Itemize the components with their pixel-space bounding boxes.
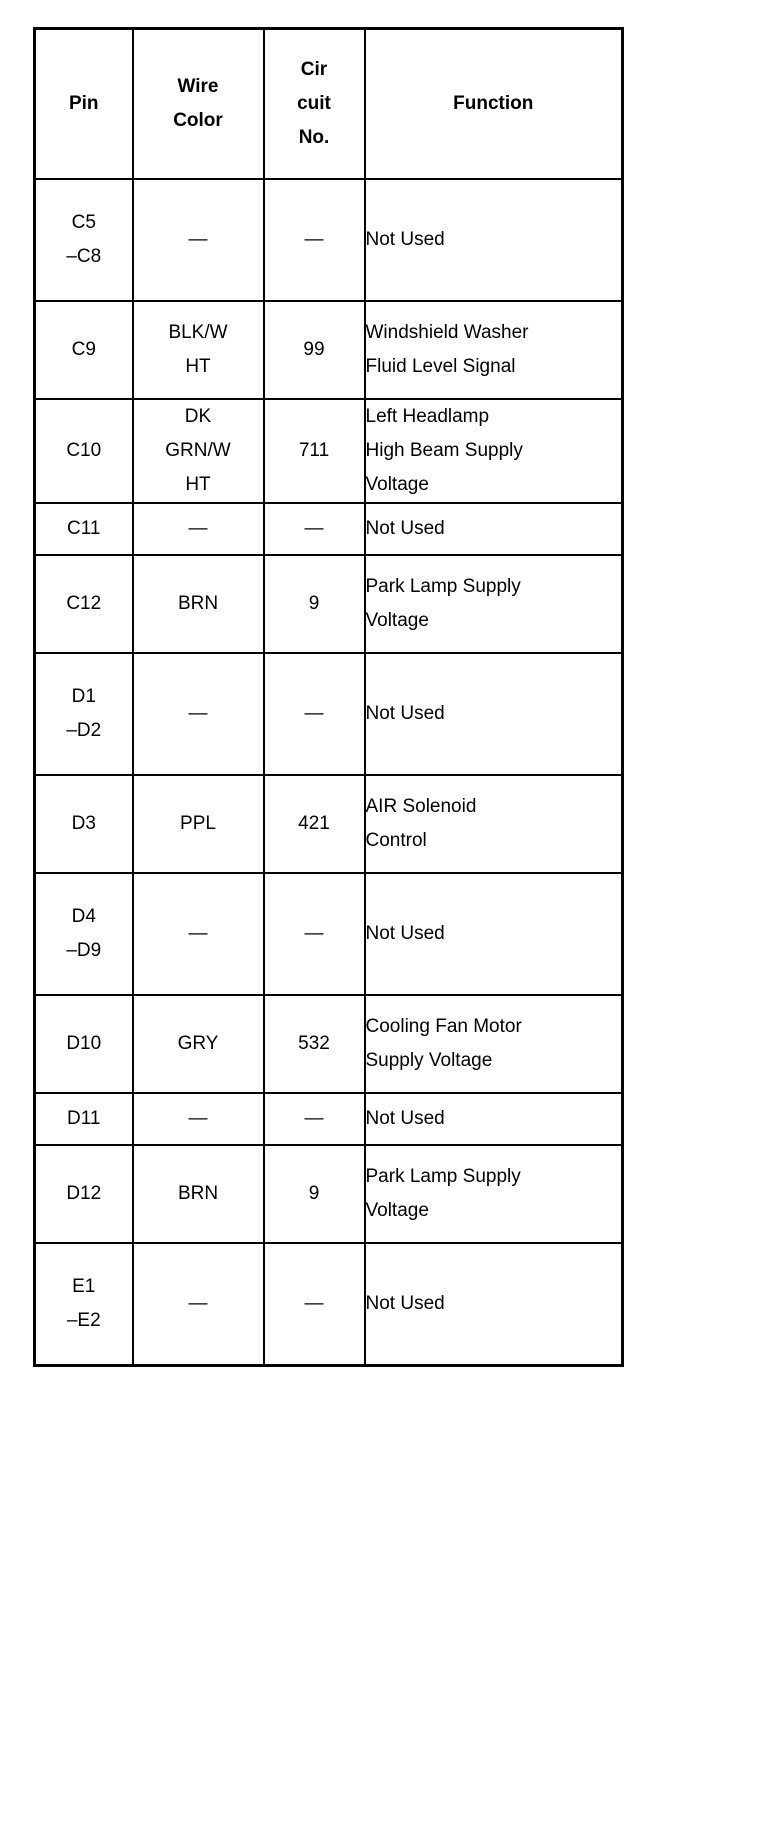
cell-circuit-no-text: —	[304, 229, 324, 250]
cell-wire-color	[133, 873, 264, 995]
cell-wire-color-text: PPL	[180, 813, 216, 834]
cell-circuit-no	[264, 399, 365, 503]
cell-function-text: Not Used	[365, 703, 445, 724]
cell-wire-color	[133, 775, 264, 873]
table-row	[35, 1145, 623, 1243]
cell-function-text: Cooling Fan Motor Supply Voltage	[365, 1016, 522, 1071]
cell-function-text: Not Used	[365, 518, 445, 539]
cell-function	[365, 653, 623, 775]
cell-pin	[35, 1243, 133, 1366]
cell-pin-text: D1 –D2	[66, 686, 102, 741]
table-row	[35, 873, 623, 995]
cell-wire-color	[133, 995, 264, 1093]
cell-circuit-no	[264, 1243, 365, 1366]
cell-pin	[35, 1145, 133, 1243]
cell-function-text: Park Lamp Supply Voltage	[365, 1166, 521, 1221]
cell-pin-text: D3	[71, 813, 96, 834]
cell-function	[365, 775, 623, 873]
table-row	[35, 653, 623, 775]
cell-pin-text: C12	[66, 593, 102, 614]
cell-pin-text: C9	[71, 339, 96, 360]
cell-circuit-no-text: —	[304, 923, 324, 944]
cell-pin	[35, 873, 133, 995]
connector-pinout-table	[33, 27, 624, 1367]
cell-wire-color-text: —	[188, 229, 208, 250]
cell-function-text: Not Used	[365, 923, 445, 944]
cell-wire-color	[133, 1093, 264, 1145]
cell-wire-color	[133, 399, 264, 503]
table-header-row	[35, 29, 623, 180]
cell-circuit-no	[264, 179, 365, 301]
cell-wire-color-text: BLK/W HT	[168, 322, 228, 377]
cell-circuit-no-text: —	[304, 518, 324, 539]
cell-wire-color	[133, 1243, 264, 1366]
cell-circuit-no	[264, 653, 365, 775]
cell-wire-color	[133, 555, 264, 653]
cell-circuit-no-text: —	[304, 1108, 324, 1129]
cell-function	[365, 995, 623, 1093]
cell-pin	[35, 399, 133, 503]
cell-function	[365, 1243, 623, 1366]
cell-wire-color-text: —	[188, 1293, 208, 1314]
cell-function-text: AIR Solenoid Control	[365, 796, 477, 851]
cell-function-text: Not Used	[365, 1293, 445, 1314]
cell-pin	[35, 301, 133, 399]
cell-pin-text: C11	[67, 518, 101, 539]
cell-pin-text: D4 –D9	[66, 906, 102, 961]
cell-pin	[35, 995, 133, 1093]
cell-wire-color	[133, 301, 264, 399]
cell-pin	[35, 775, 133, 873]
cell-function	[365, 1145, 623, 1243]
cell-circuit-no	[264, 775, 365, 873]
cell-pin	[35, 555, 133, 653]
cell-pin-text: C5 –C8	[66, 212, 102, 267]
cell-circuit-no	[264, 301, 365, 399]
table-row	[35, 503, 623, 555]
column-header-pin: Pin	[35, 29, 133, 180]
cell-pin-text: E1 –E2	[66, 1276, 101, 1331]
table-row	[35, 775, 623, 873]
cell-wire-color	[133, 503, 264, 555]
table-row	[35, 179, 623, 301]
table-row	[35, 995, 623, 1093]
cell-circuit-no	[264, 503, 365, 555]
cell-pin-text: D11	[67, 1108, 101, 1129]
cell-wire-color	[133, 1145, 264, 1243]
cell-function	[365, 873, 623, 995]
cell-wire-color-text: —	[188, 923, 208, 944]
table-row	[35, 555, 623, 653]
cell-function-text: Not Used	[365, 1108, 445, 1129]
cell-pin-text: C10	[66, 440, 102, 461]
cell-pin	[35, 503, 133, 555]
cell-wire-color-text: BRN	[177, 593, 219, 614]
cell-function-text: Not Used	[365, 229, 445, 250]
column-header-function: Function	[365, 29, 623, 180]
cell-circuit-no-text: 711	[298, 440, 330, 461]
cell-wire-color-text: —	[188, 1108, 208, 1129]
cell-wire-color-text: DK GRN/W HT	[165, 406, 231, 495]
cell-wire-color-text: —	[188, 703, 208, 724]
table-header	[35, 29, 623, 180]
cell-circuit-no-text: —	[304, 1293, 324, 1314]
cell-circuit-no	[264, 1145, 365, 1243]
table-row	[35, 301, 623, 399]
cell-function-text: Left Headlamp High Beam Supply Voltage	[365, 406, 523, 495]
cell-function	[365, 1093, 623, 1145]
cell-wire-color	[133, 179, 264, 301]
cell-pin-text: D12	[66, 1183, 102, 1204]
cell-pin	[35, 179, 133, 301]
table-body	[35, 179, 623, 1366]
cell-function	[365, 503, 623, 555]
column-header-wire-color: Wire Color	[133, 29, 264, 180]
cell-circuit-no	[264, 995, 365, 1093]
cell-circuit-no-text: —	[304, 703, 324, 724]
cell-function	[365, 179, 623, 301]
cell-pin	[35, 653, 133, 775]
cell-function-text: Park Lamp Supply Voltage	[365, 576, 521, 631]
cell-circuit-no-text: 421	[298, 813, 330, 834]
cell-circuit-no-text: 9	[308, 593, 320, 614]
cell-circuit-no	[264, 1093, 365, 1145]
cell-function	[365, 301, 623, 399]
cell-wire-color-text: BRN	[177, 1183, 219, 1204]
cell-function-text: Windshield Washer Fluid Level Signal	[365, 322, 529, 377]
cell-wire-color-text: GRY	[177, 1033, 219, 1054]
table-row	[35, 399, 623, 503]
cell-circuit-no-text: 532	[298, 1033, 330, 1054]
pinout-table-container	[33, 27, 621, 1367]
cell-circuit-no-text: 9	[308, 1183, 320, 1204]
cell-circuit-no	[264, 873, 365, 995]
cell-pin	[35, 1093, 133, 1145]
cell-pin-text: D10	[66, 1033, 102, 1054]
table-row	[35, 1243, 623, 1366]
table-row	[35, 1093, 623, 1145]
column-header-circuit-no: Cir cuit No.	[264, 29, 365, 180]
cell-wire-color	[133, 653, 264, 775]
cell-wire-color-text: —	[188, 518, 208, 539]
cell-function	[365, 399, 623, 503]
cell-circuit-no	[264, 555, 365, 653]
cell-circuit-no-text: 99	[303, 339, 325, 360]
cell-function	[365, 555, 623, 653]
